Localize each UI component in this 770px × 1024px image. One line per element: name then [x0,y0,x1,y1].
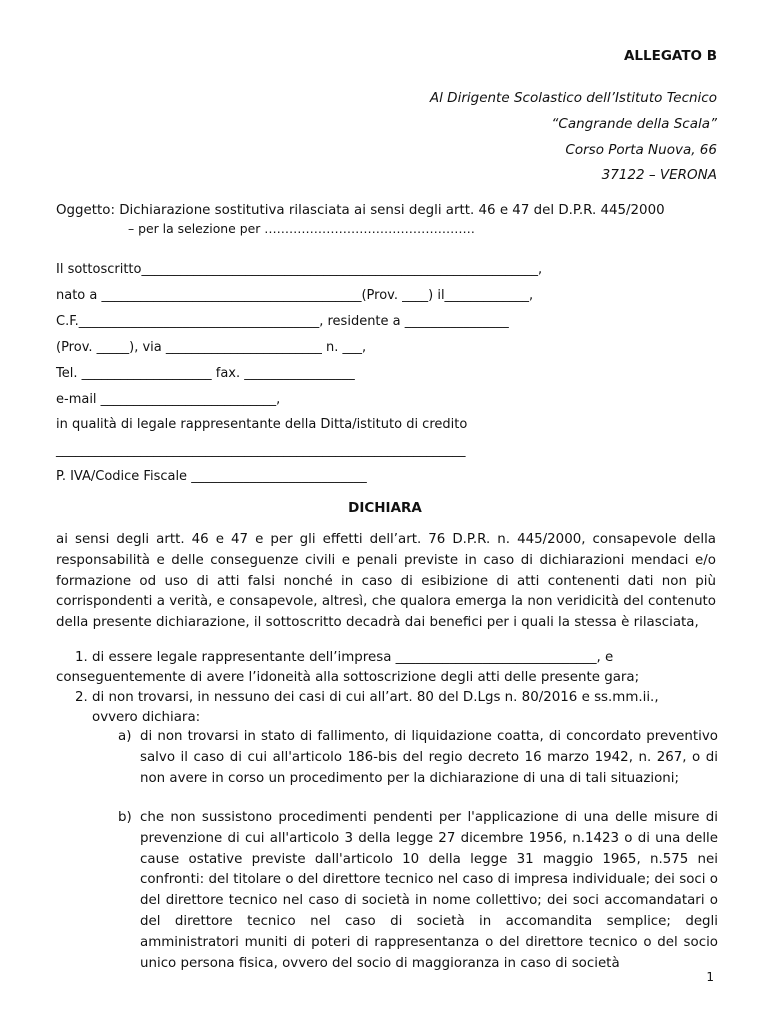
address-line-1: Al Dirigente Scolastico dell’Istituto Tecnico [429,90,717,106]
item-b-text: che non sussistono procedimenti pendenti per l'applicazione di una delle misure di prevenzione di cui all'articolo 3 della legge 27 dicembre 1956, n.1423 o di una delle cause ostative previste dall'articolo 10 della legge 31 maggio 1965, n.575 nei confronti: del titolare o del direttore tecnico nel caso di impresa individuale; dei soci o del direttore tecnico nel caso di società in nome collettivo; dei soci accomandatari o del direttore tecnico nel caso di società in accomandita semplice; degli amministratori muniti di poteri di rappresentanza o del direttore tecnico o del socio unico persona fisica, ovvero del socio di maggioranza in caso di società [140,810,718,971]
address-line-4: 37122 – VERONA [601,167,717,183]
item-b-label: b) [118,810,132,825]
field-cf: C.F._____________________________________, residente a ________________ [56,314,509,329]
field-nato: nato a ________________________________________(Prov. ____) il_____________, [56,288,534,303]
item-a-label: a) [118,729,132,744]
item-2-line-2: ovvero dichiara: [92,710,201,725]
field-piva: P. IVA/Codice Fiscale ___________________________ [56,469,367,484]
allegato-label: ALLEGATO B [623,48,717,64]
address-line-2: “Cangrande della Scala” [551,116,717,132]
item-1-line-2: conseguentemente di avere l’idoneità alla sottoscrizione degli atti delle presente gara; [56,670,640,685]
oggetto-line-2: – per la selezione per …………………………………………… [128,221,475,236]
field-tel-fax: Tel. ____________________ fax. _________________ [56,366,355,381]
dichiara-heading: DICHIARA [348,500,422,516]
oggetto-line-1: Oggetto: Dichiarazione sostitutiva rilasciata ai sensi degli artt. 46 e 47 del D.P.R. 445/2000 [56,203,665,218]
address-line-3: Corso Porta Nuova, 66 [565,142,717,158]
field-sottoscritto: Il sottoscritto_____________________________________________________________, [56,262,543,277]
intro-paragraph: ai sensi degli artt. 46 e 47 e per gli effetti dell’art. 76 D.P.R. n. 445/2000, consapevole della responsabilità e delle conseguenze civili e penali previste in caso di dichiarazioni mendaci e/o formazione od uso di atti falsi nonché in caso di esibizione di atti contenenti dati non più corrispondenti a verità, e consapevole, altresì, che qualora emerga la non veridicità del contenuto della presente dichiarazione, il sottoscritto decadrà dai benefici per i quali la stessa è rilasciata, [56,532,716,631]
item-1-line-1: 1. di essere legale rappresentante dell’impresa ______________________________, e [75,650,614,665]
field-email: e-mail ___________________________, [56,392,281,407]
field-prov-via: (Prov. _____), via ________________________ n. ___, [56,340,367,355]
field-ditta-blank: _______________________________________________________________ [56,443,466,458]
item-a-text: di non trovarsi in stato di fallimento, di liquidazione coatta, di concordato preventivo salvo il caso di cui all'articolo 186-bis del regio decreto 16 marzo 1942, n. 267, o di non avere in corso un procedimento per la dichiarazione di una di tali situazioni; [140,729,718,786]
field-qualita: in qualità di legale rappresentante della Ditta/istituto di credito [56,417,468,432]
page-number: 1 [706,970,714,984]
item-2-line-1: 2. di non trovarsi, in nessuno dei casi di cui all’art. 80 del D.Lgs n. 80/2016 e ss.mm.ii., [75,690,659,705]
